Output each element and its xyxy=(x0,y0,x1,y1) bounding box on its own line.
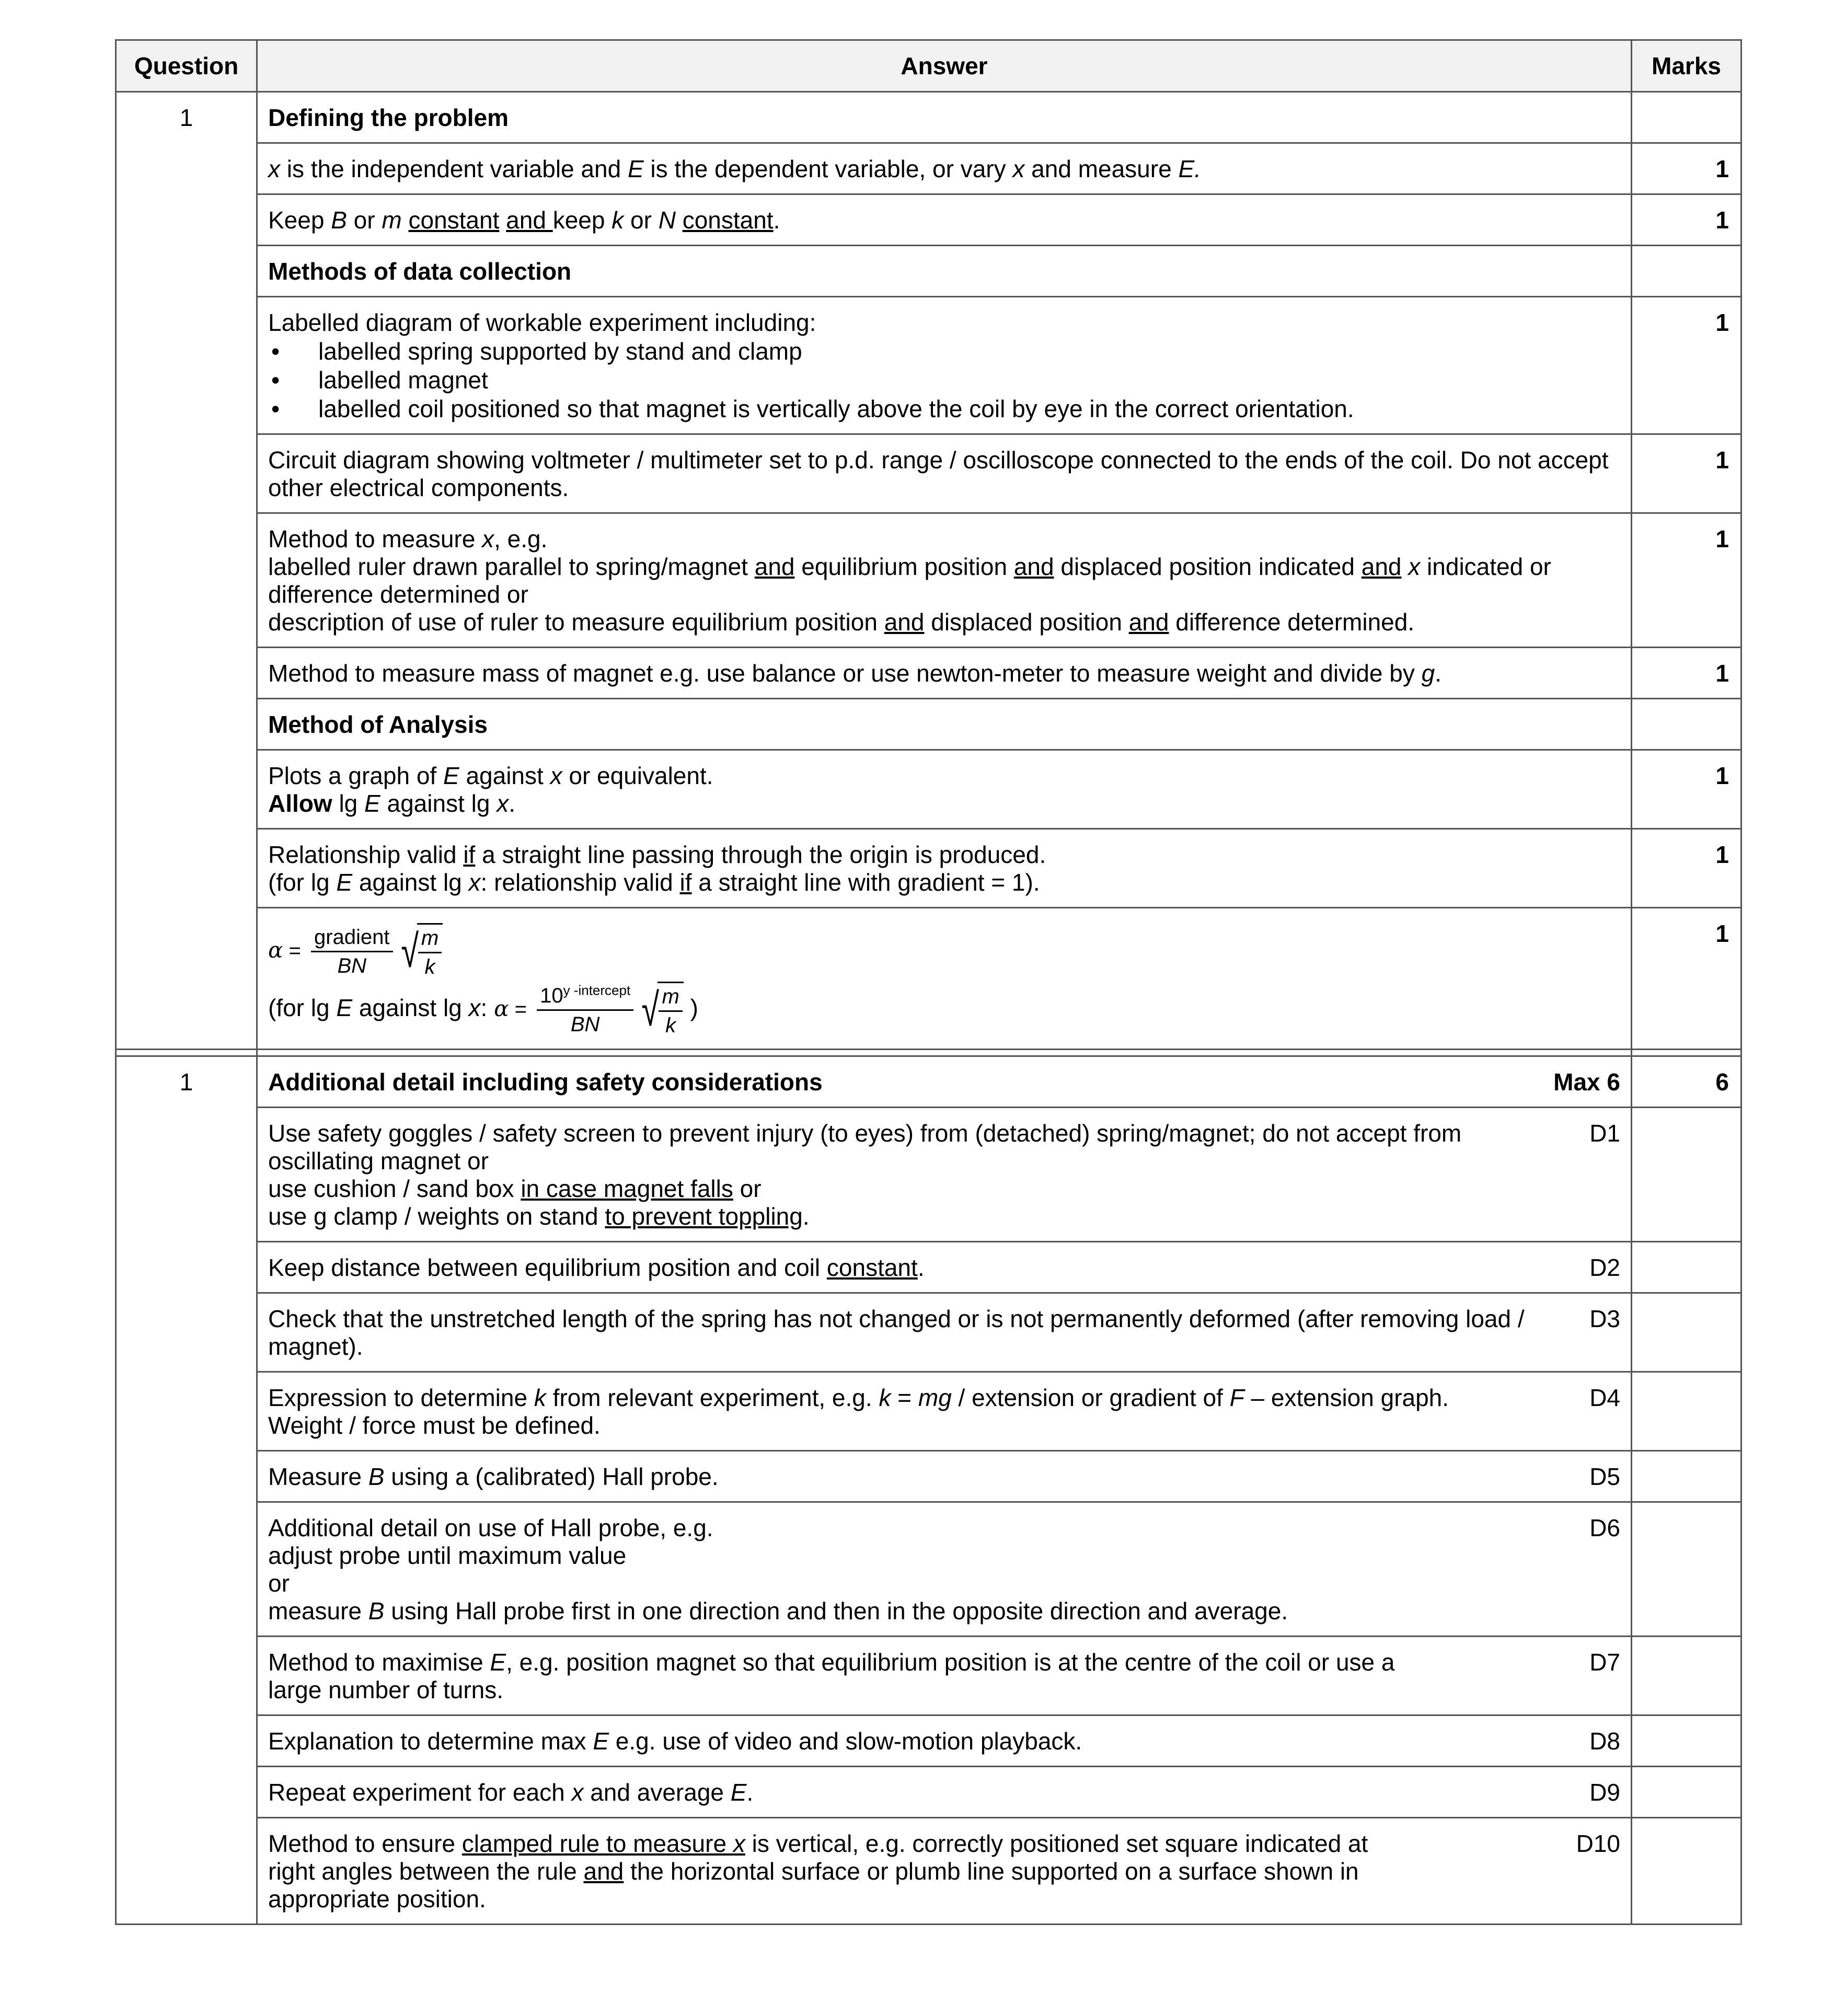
header-marks: Marks xyxy=(1632,40,1741,92)
section-title-methods: Methods of data collection xyxy=(257,246,1632,297)
formula-alpha-gradient: α = $\frac{\text{gradient}}{BN}$ √ $\frac{m}{k}$ xyxy=(268,923,1620,980)
detail-text: Explanation to determine max E e.g. use of video and slow-motion playback. xyxy=(268,1727,1082,1755)
detail-code: D9 xyxy=(1589,1779,1620,1806)
mark-value: 1 xyxy=(1632,908,1741,1050)
detail-text: Measure B using a (calibrated) Hall probe. xyxy=(268,1463,719,1490)
detail-row-d9 xyxy=(116,1767,1741,1818)
detail-code: D7 xyxy=(1589,1649,1620,1676)
answer-control-variables: Keep B or m constant and keep k or N constant. xyxy=(257,194,1632,246)
detail-row-d4 xyxy=(116,1372,1741,1451)
section-title-additional: Additional detail including safety considerations Max 6 xyxy=(257,1056,1632,1108)
answer-row xyxy=(116,648,1741,699)
detail-row-d6 xyxy=(116,1502,1741,1637)
question-number: 1 xyxy=(116,92,257,143)
answer-relationship-valid: Relationship valid if a straight line passing through the origin is produced. (for lg E against lg x: relationship valid if a straight line with gradient = 1). xyxy=(257,829,1632,908)
header-row xyxy=(116,40,1741,92)
detail-text: Use safety goggles / safety screen to prevent injury (to eyes) from (detached) spring/magnet; do not accept from oscillating magnet or use cushion / sand box in case magnet falls or use g clamp / weights on stand to prevent toppling. xyxy=(268,1120,1462,1230)
mark-scheme-sheet xyxy=(115,39,1740,1925)
answer-row xyxy=(116,829,1741,908)
bullet-item: • labelled magnet xyxy=(271,366,488,394)
answer-independent-variable: x is the independent variable and E is the dependent variable, or vary x and measure E. xyxy=(257,143,1632,194)
bullet-item: • labelled spring supported by stand and clamp xyxy=(271,338,802,365)
answer-row xyxy=(116,908,1741,1050)
section-row-defining xyxy=(116,92,1741,143)
header-question: Question xyxy=(116,40,257,92)
section-title-defining: Defining the problem xyxy=(257,92,1632,143)
mark-scheme-table xyxy=(115,39,1742,1925)
max-marks-label: Max 6 xyxy=(1553,1068,1620,1096)
detail-code: D4 xyxy=(1589,1384,1620,1411)
section-row-analysis xyxy=(116,699,1741,750)
detail-text: Repeat experiment for each x and average E. xyxy=(268,1779,754,1806)
detail-text: Additional detail on use of Hall probe, e.g. adjust probe until maximum value or measure B using Hall probe first in one direction and then in the opposite direction and average. xyxy=(268,1514,1288,1625)
detail-row-d8 xyxy=(116,1715,1741,1767)
bullet-item: • labelled coil positioned so that magnet is vertically above the coil by eye in the correct orientation. xyxy=(271,395,1354,422)
answer-measure-x: Method to measure x, e.g. labelled ruler drawn parallel to spring/magnet and equilibrium position and displaced position indicated and x indicated or difference determined or description of use of ruler to measure equilibrium position and displaced position and difference determined. xyxy=(257,513,1632,648)
detail-row-d7 xyxy=(116,1637,1741,1715)
square-root: √ $\frac{m}{k}$ xyxy=(638,982,684,1038)
mark-value: 1 xyxy=(1632,194,1741,246)
detail-text: Method to maximise E, e.g. position magnet so that equilibrium position is at the centre of the coil or use a large number of turns. xyxy=(268,1649,1395,1703)
section-row-methods xyxy=(116,246,1741,297)
marks-cell xyxy=(1632,92,1741,143)
detail-row-d2 xyxy=(116,1242,1741,1293)
fraction: $\frac{10^{y -intercept}}{BN}$ xyxy=(537,983,633,1037)
detail-code: D2 xyxy=(1589,1254,1620,1281)
section-row-additional xyxy=(116,1056,1741,1108)
detail-code: D5 xyxy=(1589,1463,1620,1490)
answer-measure-mass: Method to measure mass of magnet e.g. use balance or use newton-meter to measure weight and divide by g. xyxy=(257,648,1632,699)
answer-row xyxy=(116,143,1741,194)
detail-code: D3 xyxy=(1589,1305,1620,1332)
detail-text: Check that the unstretched length of the spring has not changed or is not permanently deformed (after removing load / magnet). xyxy=(268,1305,1525,1360)
answer-circuit-diagram: Circuit diagram showing voltmeter / multimeter set to p.d. range / oscilloscope connected to the ends of the coil. Do not accept other electrical components. xyxy=(257,434,1632,513)
detail-code: D6 xyxy=(1589,1514,1620,1541)
mark-value: 1 xyxy=(1632,829,1741,908)
detail-row-d3 xyxy=(116,1293,1741,1372)
square-root: √ $\frac{m}{k}$ xyxy=(397,923,443,980)
detail-text: Method to ensure clamped rule to measure x is vertical, e.g. correctly positioned set square indicated at right angles between the rule and the horizontal surface or plumb line supported on a surface shown in appropriate position. xyxy=(268,1830,1368,1913)
mark-value: 1 xyxy=(1632,648,1741,699)
detail-row-d5 xyxy=(116,1451,1741,1502)
mark-value: 1 xyxy=(1632,750,1741,829)
answer-alpha-formula xyxy=(257,908,1632,1050)
formula-alpha-lg: (for lg E against lg x: α = $\frac{10^{y -intercept}}{BN}$ √ $\frac{m}{k}$ ) xyxy=(268,982,698,1037)
detail-code: D10 xyxy=(1576,1830,1620,1857)
answer-diagram: Labelled diagram of workable experiment including: • labelled spring supported by stand and clamp • labelled magnet • labelled coil positioned so that magnet is vertically above the coil by eye in the correct orientation. xyxy=(257,297,1632,434)
answer-row xyxy=(116,194,1741,246)
answer-row xyxy=(116,750,1741,829)
answer-row xyxy=(116,434,1741,513)
fraction: $\frac{\text{gradient}}{BN}$ xyxy=(311,925,393,978)
detail-code: D1 xyxy=(1589,1120,1620,1147)
detail-code: D8 xyxy=(1589,1727,1620,1755)
answer-row xyxy=(116,297,1741,434)
section-title-analysis: Method of Analysis xyxy=(257,699,1632,750)
answer-row xyxy=(116,513,1741,648)
answer-plot-graph: Plots a graph of E against x or equivalent. Allow lg E against lg x. xyxy=(257,750,1632,829)
mark-value: 1 xyxy=(1632,297,1741,434)
detail-text: Keep distance between equilibrium position and coil constant. xyxy=(268,1254,925,1281)
mark-value: 1 xyxy=(1632,513,1741,648)
detail-text: Expression to determine k from relevant experiment, e.g. k = mg / extension or gradient of F – extension graph. Weight / force must be defined. xyxy=(268,1384,1449,1439)
header-answer: Answer xyxy=(257,40,1632,92)
question-number: 1 xyxy=(116,1056,257,1108)
mark-value: 6 xyxy=(1632,1056,1741,1108)
section-separator xyxy=(116,1050,1741,1056)
detail-row-d10 xyxy=(116,1818,1741,1925)
detail-row-d1 xyxy=(116,1108,1741,1242)
mark-value: 1 xyxy=(1632,143,1741,194)
mark-value: 1 xyxy=(1632,434,1741,513)
